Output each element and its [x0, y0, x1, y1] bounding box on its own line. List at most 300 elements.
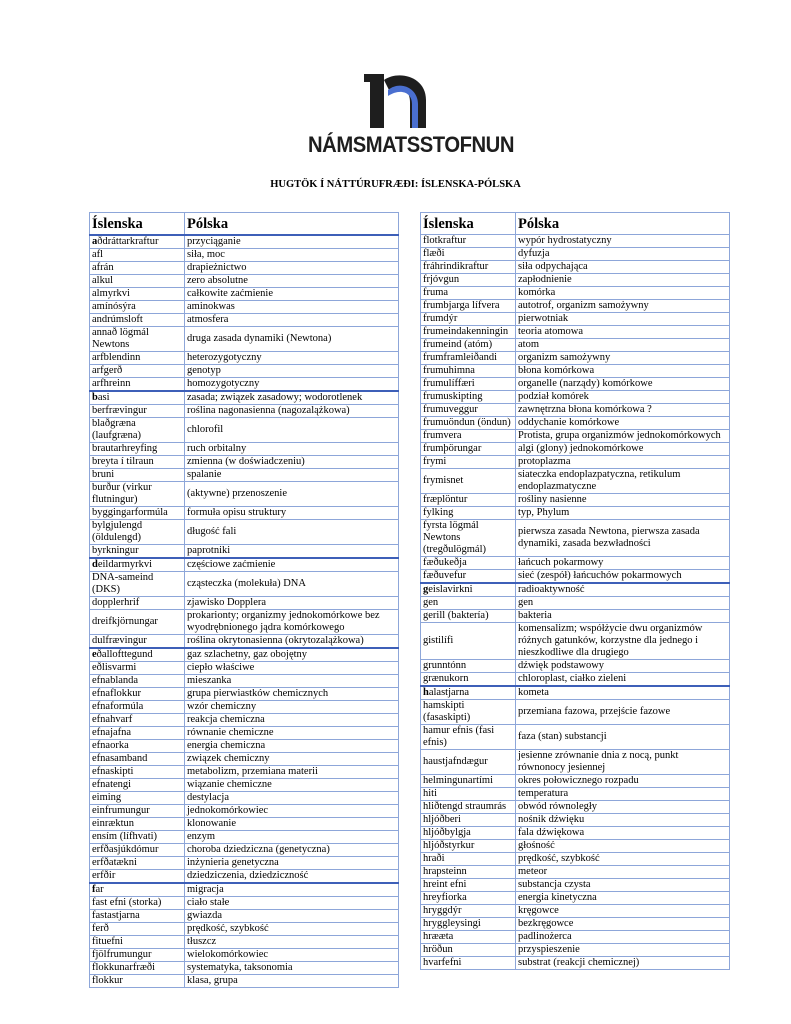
table-row — [90, 975, 399, 988]
term-polish: przyciąganie — [185, 235, 399, 249]
term-icelandic: DNA-sameind (DKS) — [90, 572, 185, 597]
term-icelandic: hrapsteinn — [421, 866, 516, 879]
term-polish: pierwsza zasada Newtona, pierwsza zasada dynamiki, zasada bezwładności — [516, 520, 730, 557]
term-icelandic: frumþörungar — [421, 443, 516, 456]
table-row — [90, 365, 399, 378]
term-icelandic: haustjafndægur — [421, 750, 516, 775]
term-polish: głośność — [516, 840, 730, 853]
term-icelandic: arfhreinn — [90, 378, 185, 392]
term-icelandic: frumuöndun (öndun) — [421, 417, 516, 430]
table-header-row — [90, 213, 399, 236]
term-icelandic: almyrkvi — [90, 288, 185, 301]
term-polish: aminokwas — [185, 301, 399, 314]
table-row — [90, 572, 399, 597]
term-polish: jednokomórkowiec — [185, 805, 399, 818]
table-row — [421, 326, 730, 339]
term-polish: błona komórkowa — [516, 365, 730, 378]
term-icelandic: fituefni — [90, 936, 185, 949]
term-polish: obwód równoległy — [516, 801, 730, 814]
term-icelandic: helmingunartími — [421, 775, 516, 788]
term-polish: reakcja chemiczna — [185, 714, 399, 727]
table-row — [90, 443, 399, 456]
term-icelandic: byggingarformúla — [90, 507, 185, 520]
table-row — [421, 597, 730, 610]
term-icelandic: eðallofttegund — [90, 648, 185, 662]
table-row — [90, 378, 399, 392]
table-row — [421, 801, 730, 814]
table-row — [421, 235, 730, 248]
table-row — [90, 949, 399, 962]
term-polish: zmienna (w doświadczeniu) — [185, 456, 399, 469]
term-icelandic: eðlisvarmi — [90, 662, 185, 675]
table-row — [90, 805, 399, 818]
term-icelandic: fylking — [421, 507, 516, 520]
table-row — [90, 482, 399, 507]
term-icelandic: afrán — [90, 262, 185, 275]
term-polish: autotrof, organizm samożywny — [516, 300, 730, 313]
term-icelandic: flokkunarfræði — [90, 962, 185, 975]
term-polish: długość fali — [185, 520, 399, 545]
term-polish: energia chemiczna — [185, 740, 399, 753]
table-row — [421, 469, 730, 494]
term-polish: komensalizm; współżycie dwu organizmów różnych gatunków, korzystne dla jednego i nieszkodliwe dla drugiego — [516, 623, 730, 660]
term-polish: zawnętrzna błona komórkowa ? — [516, 404, 730, 417]
table-row — [90, 923, 399, 936]
term-polish: zapłodnienie — [516, 274, 730, 287]
term-icelandic: hliðtengd straumrás — [421, 801, 516, 814]
term-polish: organelle (narządy) komórkowe — [516, 378, 730, 391]
term-icelandic: blaðgræna (laufgræna) — [90, 418, 185, 443]
table-row — [421, 673, 730, 687]
table-row — [90, 235, 399, 249]
table-row — [90, 418, 399, 443]
term-icelandic: hryggleysingi — [421, 918, 516, 931]
term-polish: komórka — [516, 287, 730, 300]
term-icelandic: eiming — [90, 792, 185, 805]
term-polish: grupa pierwiastków chemicznych — [185, 688, 399, 701]
term-icelandic: efnaformúla — [90, 701, 185, 714]
term-polish: częściowe zaćmienie — [185, 558, 399, 572]
table-header-row — [421, 213, 730, 235]
term-polish: pierwotniak — [516, 313, 730, 326]
header-polish: Pólska — [185, 213, 399, 236]
term-polish: dźwięk podstawowy — [516, 660, 730, 673]
table-row — [90, 844, 399, 857]
term-icelandic: flæði — [421, 248, 516, 261]
term-polish: zjawisko Dopplera — [185, 597, 399, 610]
term-polish: przemiana fazowa, przejście fazowe — [516, 700, 730, 725]
table-row — [421, 378, 730, 391]
term-polish: homozygotyczny — [185, 378, 399, 392]
table-row — [421, 905, 730, 918]
table-row — [421, 879, 730, 892]
header-icelandic: Íslenska — [421, 213, 516, 235]
table-row — [421, 853, 730, 866]
term-icelandic: byrkningur — [90, 545, 185, 559]
term-polish: roślina nagonasienna (nagozalążkowa) — [185, 405, 399, 418]
term-icelandic: frumframleiðandi — [421, 352, 516, 365]
table-row — [421, 443, 730, 456]
term-icelandic: hreyfiorka — [421, 892, 516, 905]
vocabulary-table-right — [420, 212, 730, 970]
term-polish: atmosfera — [185, 314, 399, 327]
term-icelandic: frumuveggur — [421, 404, 516, 417]
term-icelandic: gerill (baktería) — [421, 610, 516, 623]
term-icelandic: basi — [90, 391, 185, 405]
term-icelandic: flokkur — [90, 975, 185, 988]
term-icelandic: deildarmyrkvi — [90, 558, 185, 572]
term-polish: podział komórek — [516, 391, 730, 404]
table-row — [90, 766, 399, 779]
term-icelandic: andrúmsloft — [90, 314, 185, 327]
term-polish: całkowite zaćmienie — [185, 288, 399, 301]
term-icelandic: erfðir — [90, 870, 185, 884]
table-row — [90, 558, 399, 572]
term-polish: siła, moc — [185, 249, 399, 262]
term-polish: gen — [516, 597, 730, 610]
term-polish: drapieżnictwo — [185, 262, 399, 275]
logo — [300, 70, 514, 160]
term-icelandic: hreint efni — [421, 879, 516, 892]
table-row — [421, 417, 730, 430]
term-icelandic: hryggdýr — [421, 905, 516, 918]
term-polish: siateczka endoplazpatyczna, retikulum endoplazmatyczne — [516, 469, 730, 494]
term-polish: oddychanie komórkowe — [516, 417, 730, 430]
term-polish: siła odpychająca — [516, 261, 730, 274]
term-polish: algi (glony) jednokomórkowe — [516, 443, 730, 456]
term-polish: ruch orbitalny — [185, 443, 399, 456]
logo-mark-icon — [360, 70, 430, 132]
table-row — [90, 249, 399, 262]
table-row — [90, 275, 399, 288]
table-row — [90, 507, 399, 520]
term-polish: organizm samożywny — [516, 352, 730, 365]
table-row — [421, 725, 730, 750]
table-row — [90, 469, 399, 482]
term-polish: padlinożerca — [516, 931, 730, 944]
term-icelandic: fjölfrumungur — [90, 949, 185, 962]
term-icelandic: alkul — [90, 275, 185, 288]
term-polish: systematyka, taksonomia — [185, 962, 399, 975]
term-polish: rośliny nasienne — [516, 494, 730, 507]
term-polish: druga zasada dynamiki (Newtona) — [185, 327, 399, 352]
term-icelandic: hvarfefni — [421, 957, 516, 970]
term-icelandic: frumbjarga lífvera — [421, 300, 516, 313]
term-icelandic: amínósýra — [90, 301, 185, 314]
table-row — [421, 404, 730, 417]
term-polish: energia kinetyczna — [516, 892, 730, 905]
table-row — [421, 610, 730, 623]
term-icelandic: dreifkjörnungar — [90, 610, 185, 635]
table-row — [90, 779, 399, 792]
table-row — [90, 870, 399, 884]
term-icelandic: fæðuvefur — [421, 570, 516, 584]
term-icelandic: ensím (lífhvati) — [90, 831, 185, 844]
term-polish: wiązanie chemiczne — [185, 779, 399, 792]
term-polish: sieć (zespół) łańcuchów pokarmowych — [516, 570, 730, 584]
table-row — [90, 610, 399, 635]
term-icelandic: hrææta — [421, 931, 516, 944]
term-icelandic: efnaflokkur — [90, 688, 185, 701]
term-icelandic: dulfrævingur — [90, 635, 185, 649]
table-row — [90, 831, 399, 844]
term-icelandic: erfðasjúkdómur — [90, 844, 185, 857]
term-polish: spalanie — [185, 469, 399, 482]
logo-text: NÁMSMATSSTOFNUN — [308, 132, 514, 157]
term-icelandic: erfðatækni — [90, 857, 185, 870]
term-polish: Protista, grupa organizmów jednokomórkowych — [516, 430, 730, 443]
term-polish: dyfuzja — [516, 248, 730, 261]
table-row — [421, 274, 730, 287]
term-icelandic: flotkraftur — [421, 235, 516, 248]
table-row — [421, 918, 730, 931]
table-row — [421, 313, 730, 326]
term-icelandic: arfgerð — [90, 365, 185, 378]
term-polish: genotyp — [185, 365, 399, 378]
table-row — [90, 662, 399, 675]
table-row — [421, 788, 730, 801]
term-icelandic: bylgjulengd (öldulengd) — [90, 520, 185, 545]
term-icelandic: gistilífi — [421, 623, 516, 660]
table-row — [421, 827, 730, 840]
term-polish: faza (stan) substancji — [516, 725, 730, 750]
term-icelandic: breyta í tilraun — [90, 456, 185, 469]
table-row — [90, 936, 399, 949]
table-row — [421, 583, 730, 597]
term-polish: wielokomórkowiec — [185, 949, 399, 962]
term-icelandic: frumdýr — [421, 313, 516, 326]
term-icelandic: grænukorn — [421, 673, 516, 687]
table-row — [421, 261, 730, 274]
table-row — [90, 714, 399, 727]
table-row — [90, 262, 399, 275]
term-icelandic: afl — [90, 249, 185, 262]
term-polish: (aktywne) przenoszenie — [185, 482, 399, 507]
term-icelandic: aðdráttarkraftur — [90, 235, 185, 249]
table-row — [90, 597, 399, 610]
term-icelandic: burður (virkur flutningur) — [90, 482, 185, 507]
table-row — [90, 314, 399, 327]
table-row — [421, 456, 730, 469]
term-icelandic: hljóðstyrkur — [421, 840, 516, 853]
term-icelandic: fruma — [421, 287, 516, 300]
table-row — [90, 818, 399, 831]
term-polish: meteor — [516, 866, 730, 879]
term-polish: gaz szlachetny, gaz obojętny — [185, 648, 399, 662]
table-row — [421, 750, 730, 775]
table-row — [421, 866, 730, 879]
term-icelandic: fæðukeðja — [421, 557, 516, 570]
table-row — [90, 753, 399, 766]
term-polish: łańcuch pokarmowy — [516, 557, 730, 570]
table-row — [421, 814, 730, 827]
table-row — [421, 892, 730, 905]
table-row — [90, 701, 399, 714]
term-icelandic: hraði — [421, 853, 516, 866]
term-icelandic: gen — [421, 597, 516, 610]
table-row — [421, 300, 730, 313]
table-row — [90, 727, 399, 740]
table-row — [90, 352, 399, 365]
term-polish: formuła opisu struktury — [185, 507, 399, 520]
table-row — [90, 391, 399, 405]
term-polish: ciepło właściwe — [185, 662, 399, 675]
table-row — [90, 897, 399, 910]
table-row — [421, 287, 730, 300]
term-icelandic: far — [90, 883, 185, 897]
term-icelandic: einfrumungur — [90, 805, 185, 818]
term-polish: destylacja — [185, 792, 399, 805]
table-row — [421, 840, 730, 853]
term-polish: substrat (reakcji chemicznej) — [516, 957, 730, 970]
term-icelandic: brautarhreyfing — [90, 443, 185, 456]
term-polish: migracja — [185, 883, 399, 897]
table-row — [421, 507, 730, 520]
header-polish: Pólska — [516, 213, 730, 235]
term-polish: dziedziczenia, dziedziczność — [185, 870, 399, 884]
table-row — [90, 688, 399, 701]
term-icelandic: fráhrindikraftur — [421, 261, 516, 274]
table-row — [421, 339, 730, 352]
term-polish: roślina okrytonasienna (okrytozalążkowa) — [185, 635, 399, 649]
term-polish: kręgowce — [516, 905, 730, 918]
term-polish: zero absolutne — [185, 275, 399, 288]
term-icelandic: arfblendinn — [90, 352, 185, 365]
term-polish: fala dźwiękowa — [516, 827, 730, 840]
term-icelandic: dopplerhrif — [90, 597, 185, 610]
table-row — [421, 623, 730, 660]
term-polish: radioaktywność — [516, 583, 730, 597]
table-row — [90, 301, 399, 314]
term-polish: temperatura — [516, 788, 730, 801]
vocabulary-table-left — [89, 212, 399, 988]
term-icelandic: efnaskipti — [90, 766, 185, 779]
term-polish: prokarionty; organizmy jednokomórkowe bez wyodrębnionego jądra komórkowego — [185, 610, 399, 635]
term-polish: okres połowicznego rozpadu — [516, 775, 730, 788]
table-row — [90, 857, 399, 870]
term-polish: przyspieszenie — [516, 944, 730, 957]
term-icelandic: hröðun — [421, 944, 516, 957]
term-icelandic: frumeind (atóm) — [421, 339, 516, 352]
term-icelandic: frjóvgun — [421, 274, 516, 287]
term-icelandic: frymi — [421, 456, 516, 469]
table-row — [90, 792, 399, 805]
table-row — [421, 352, 730, 365]
table-row — [421, 365, 730, 378]
table-row — [421, 430, 730, 443]
term-icelandic: berfrævingur — [90, 405, 185, 418]
table-row — [421, 775, 730, 788]
table-row — [421, 248, 730, 261]
term-polish: heterozygotyczny — [185, 352, 399, 365]
term-icelandic: efnajafna — [90, 727, 185, 740]
table-row — [90, 405, 399, 418]
term-icelandic: bruni — [90, 469, 185, 482]
term-icelandic: efnatengi — [90, 779, 185, 792]
term-icelandic: hljóðbylgja — [421, 827, 516, 840]
table-row — [421, 957, 730, 970]
table-row — [421, 391, 730, 404]
term-polish: metabolizm, przemiana materii — [185, 766, 399, 779]
table-row — [421, 686, 730, 700]
term-icelandic: fyrsta lögmál Newtons (tregðulögmál) — [421, 520, 516, 557]
table-row — [421, 494, 730, 507]
term-polish: bezkręgowce — [516, 918, 730, 931]
document-title: HUGTÖK Í NÁTTÚRUFRÆÐI: ÍSLENSKA-PÓLSKA — [270, 179, 521, 190]
term-icelandic: frumulíffæri — [421, 378, 516, 391]
term-polish: prędkość, szybkość — [516, 853, 730, 866]
term-icelandic: grunntónn — [421, 660, 516, 673]
term-polish: teoria atomowa — [516, 326, 730, 339]
term-icelandic: fast efni (storka) — [90, 897, 185, 910]
term-icelandic: einræktun — [90, 818, 185, 831]
term-polish: zasada; związek zasadowy; wodorotlenek — [185, 391, 399, 405]
term-polish: mieszanka — [185, 675, 399, 688]
term-polish: prędkość, szybkość — [185, 923, 399, 936]
term-icelandic: efnahvarf — [90, 714, 185, 727]
term-polish: tłuszcz — [185, 936, 399, 949]
table-row — [90, 648, 399, 662]
header-icelandic: Íslenska — [90, 213, 185, 236]
term-icelandic: hiti — [421, 788, 516, 801]
term-icelandic: efnasamband — [90, 753, 185, 766]
term-icelandic: geislavirkni — [421, 583, 516, 597]
term-icelandic: halastjarna — [421, 686, 516, 700]
term-polish: inżynieria genetyczna — [185, 857, 399, 870]
table-row — [421, 570, 730, 584]
term-icelandic: annað lögmál Newtons — [90, 327, 185, 352]
table-row — [421, 944, 730, 957]
term-icelandic: hamskipti (fasaskipti) — [421, 700, 516, 725]
term-polish: substancja czysta — [516, 879, 730, 892]
table-row — [421, 931, 730, 944]
table-row — [421, 660, 730, 673]
term-polish: wypór hydrostatyczny — [516, 235, 730, 248]
term-polish: paprotniki — [185, 545, 399, 559]
term-polish: nośnik dźwięku — [516, 814, 730, 827]
term-icelandic: frumvera — [421, 430, 516, 443]
term-icelandic: efnaorka — [90, 740, 185, 753]
term-icelandic: fræplöntur — [421, 494, 516, 507]
term-icelandic: frumeindakenningin — [421, 326, 516, 339]
term-polish: gwiazda — [185, 910, 399, 923]
table-row — [90, 520, 399, 545]
table-row — [421, 557, 730, 570]
table-row — [90, 883, 399, 897]
term-icelandic: frumuskipting — [421, 391, 516, 404]
term-polish: klonowanie — [185, 818, 399, 831]
term-polish: jesienne zrównanie dnia z nocą, punkt równonocy jesiennej — [516, 750, 730, 775]
term-polish: chlorofil — [185, 418, 399, 443]
term-polish: enzym — [185, 831, 399, 844]
term-icelandic: frumuhimna — [421, 365, 516, 378]
term-polish: chloroplast, ciałko zieleni — [516, 673, 730, 687]
term-polish: ciało stałe — [185, 897, 399, 910]
term-polish: cząsteczka (molekuła) DNA — [185, 572, 399, 597]
table-row — [421, 520, 730, 557]
table-row — [421, 700, 730, 725]
term-icelandic: ferð — [90, 923, 185, 936]
term-polish: kometa — [516, 686, 730, 700]
table-row — [90, 910, 399, 923]
term-icelandic: hamur efnis (fasi efnis) — [421, 725, 516, 750]
term-polish: choroba dziedziczna (genetyczna) — [185, 844, 399, 857]
table-row — [90, 545, 399, 559]
table-row — [90, 327, 399, 352]
term-icelandic: efnablanda — [90, 675, 185, 688]
term-polish: wzór chemiczny — [185, 701, 399, 714]
term-icelandic: hljóðberi — [421, 814, 516, 827]
